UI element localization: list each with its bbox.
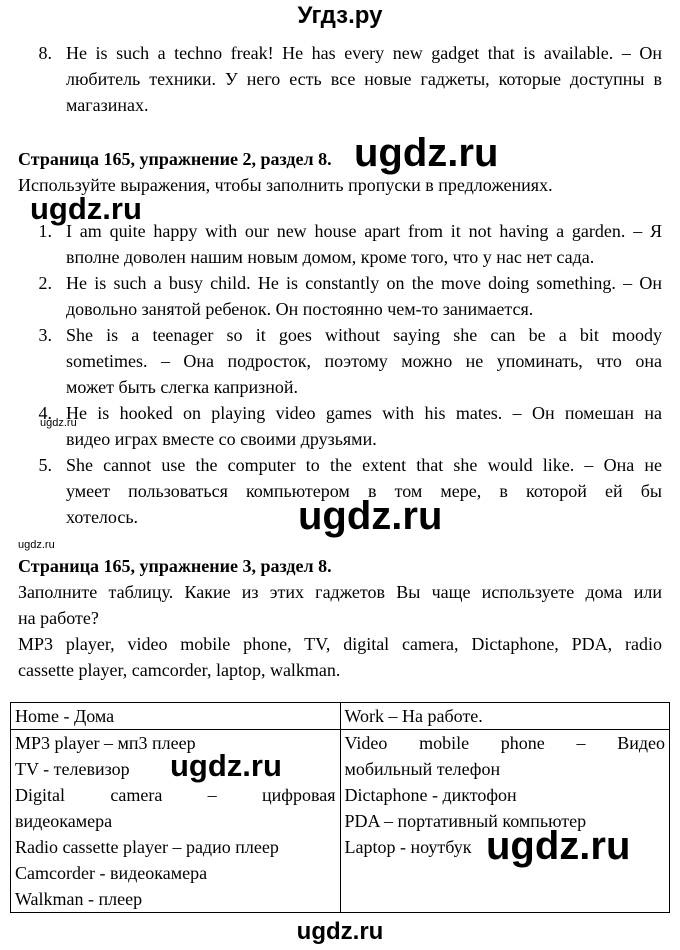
work-header-cell: Work – На работе.: [340, 703, 670, 730]
item-line: магазинах.: [66, 95, 149, 115]
table-body-row: [11, 730, 670, 913]
list-item-number: 3.: [38, 325, 52, 345]
exercise-3-instruction: Заполните таблицу. Какие из этих гаджетов Вы чаще используете дома или: [18, 582, 662, 602]
item-line: He is such a techno freak! He has every new gadget that is available. – Он: [66, 43, 662, 63]
watermark: ugdz.ru: [170, 748, 282, 783]
table-entry: Dictaphone - диктофон: [344, 785, 517, 805]
list-item-line: He is hooked on playing video games with his mates. – Он помешан на: [66, 403, 662, 423]
table-entry: TV - телевизор: [15, 759, 130, 779]
table-entry: Camcorder - видеокамера: [15, 863, 208, 883]
table-entry: Digital camera – цифровая: [15, 785, 336, 805]
table-entry: Video mobile phone – Видео: [344, 733, 665, 753]
list-item-number: 1.: [38, 221, 52, 241]
list-item-number: 4.: [38, 403, 52, 423]
gadget-list: cassette player, camcorder, laptop, walkman.: [18, 660, 341, 680]
list-item-line: может быть слегка капризной.: [66, 377, 298, 397]
list-item-number: 2.: [38, 273, 52, 293]
list-item-line: видео играх вместе со своими друзьями.: [66, 429, 377, 449]
list-item-line: довольно занятой ребенок. Он постоянно чем-то занимается.: [66, 299, 534, 319]
table-entry: MP3 player – мп3 плеер: [15, 733, 196, 753]
list-item-line: I am quite happy with our new house apart from it not having a garden. – Я: [66, 221, 662, 241]
exercise-3-heading: Страница 165, упражнение 3, раздел 8.: [18, 556, 332, 576]
list-item-number: 5.: [38, 455, 52, 475]
list-item-line: She cannot use the computer to the extent that she would like. – Она не: [66, 455, 662, 475]
work-cell: [340, 730, 670, 913]
item-line: любитель техники. У него есть все новые гаджеты, которые доступны в: [66, 69, 662, 89]
site-title: Угдз.ру: [297, 2, 383, 29]
watermark: ugdz.ru: [30, 191, 142, 226]
table-header-row: [11, 703, 670, 730]
table-entry: Laptop - ноутбук: [344, 837, 472, 857]
exercise-3-instruction: на работе?: [18, 608, 99, 628]
exercise-2-heading: Страница 165, упражнение 2, раздел 8.: [18, 149, 332, 169]
watermark: ugdz.ru: [18, 539, 55, 551]
list-item-line: He is such a busy child. He is constantly on the move doing something. – Он: [66, 273, 662, 293]
gadget-table: [10, 702, 670, 913]
list-item-line: She is a teenager so it goes without saying she can be a bit moody: [66, 325, 662, 345]
table-entry: видеокамера: [15, 811, 113, 831]
home-header-cell: Home - Дома: [11, 703, 341, 730]
table-entry: PDA – портативный компьютер: [344, 811, 587, 831]
table-entry: Radio cassette player – радио плеер: [15, 837, 279, 857]
footer-watermark: ugdz.ru: [296, 918, 384, 945]
watermark: ugdz.ru: [354, 131, 499, 175]
item-number: 8.: [38, 43, 52, 63]
watermark: ugdz.ru: [40, 417, 77, 429]
list-item-line: вполне доволен нашим новым домом, кроме того, что у нас нет сада.: [66, 247, 595, 267]
watermark: ugdz.ru: [298, 494, 443, 538]
list-item-line: хотелось.: [66, 507, 139, 527]
gadget-list: MP3 player, video mobile phone, TV, digital camera, Dictaphone, PDA, radio: [18, 634, 662, 654]
list-item-line: умеет пользоваться компьютером в том мере, в которой ей бы: [66, 481, 662, 501]
watermark: ugdz.ru: [486, 824, 631, 868]
list-item-line: sometimes. – Она подросток, поэтому можно не упоминать, что она: [66, 351, 662, 371]
exercise-2-instruction: Используйте выражения, чтобы заполнить пропуски в предложениях.: [18, 175, 553, 195]
table-entry: мобильный телефон: [344, 759, 501, 779]
table-entry: Walkman - плеер: [15, 889, 143, 909]
